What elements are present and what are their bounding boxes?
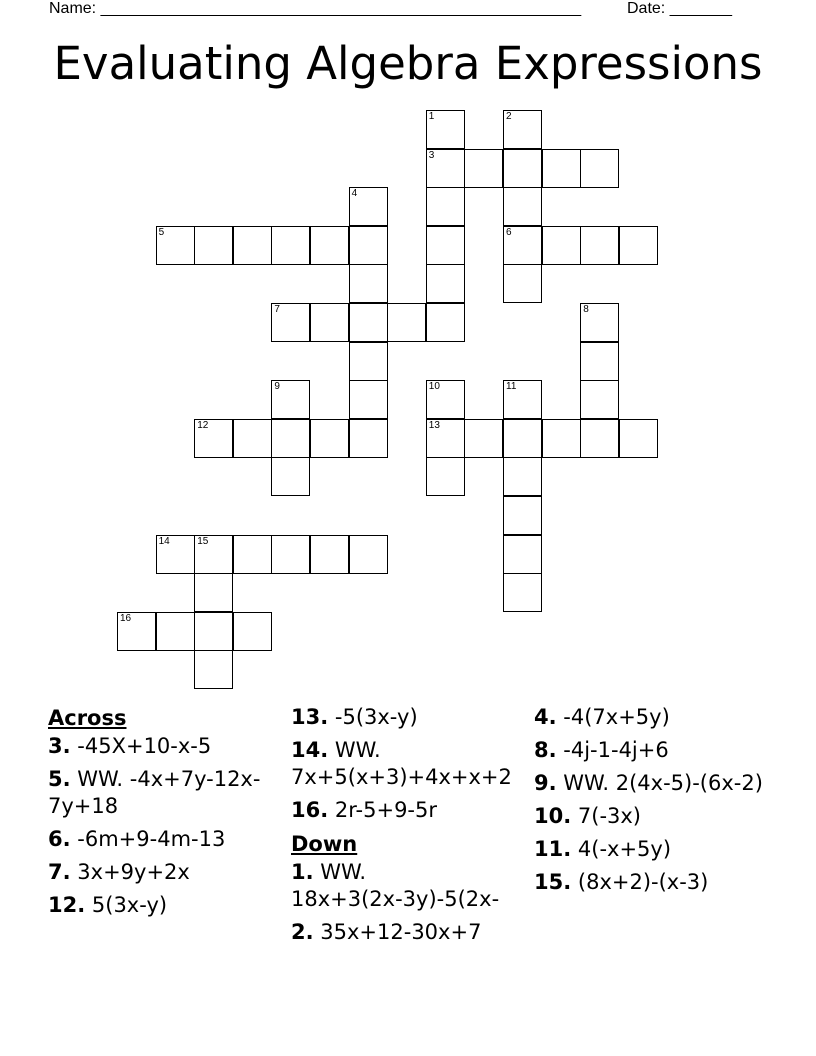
grid-cell[interactable] (310, 535, 349, 574)
grid-number: 12 (197, 419, 209, 431)
grid-cell[interactable] (542, 226, 581, 265)
grid-cell[interactable] (503, 419, 542, 458)
grid-cell[interactable] (310, 303, 349, 342)
clue-across-7: 7. 3x+9y+2x (48, 860, 190, 884)
clue-down-9: 9. WW. 2(4x-5)-(6x-2) (534, 771, 763, 795)
grid-cell[interactable] (580, 342, 619, 381)
clue-down-15: 15. (8x+2)-(x-3) (534, 870, 709, 894)
grid-number: 4 (351, 188, 358, 200)
grid-cell[interactable] (310, 419, 349, 458)
grid-cell[interactable] (233, 612, 272, 651)
grid-cell[interactable] (580, 380, 619, 419)
grid-number: 10 (428, 381, 440, 393)
clue-down-1-text: 18x+3(2x-3y)-5(2x- (291, 887, 500, 911)
grid-cell[interactable] (349, 419, 388, 458)
clue-across-6: 6. -6m+9-4m-13 (48, 827, 226, 851)
grid-cell[interactable] (349, 187, 388, 226)
grid-number: 14 (158, 535, 170, 547)
grid-cell[interactable] (426, 419, 465, 458)
grid-cell[interactable] (194, 650, 233, 689)
grid-number: 1 (428, 111, 435, 122)
grid-cell[interactable] (580, 419, 619, 458)
clue-across-14: 14. WW. 7x+5(x+3)+4x+x+2 (291, 738, 512, 789)
grid-cell[interactable] (349, 535, 388, 574)
grid-number: 8 (583, 304, 589, 315)
grid-cell[interactable] (387, 303, 426, 342)
grid-cell[interactable] (580, 226, 619, 265)
page-title: Evaluating Algebra Expressions (53, 37, 763, 90)
grid-cell[interactable] (271, 226, 310, 265)
grid-number: 15 (197, 535, 209, 547)
grid-cell[interactable] (194, 419, 233, 458)
grid-cell[interactable] (503, 149, 542, 188)
grid-cell[interactable] (426, 264, 465, 303)
grid-cell[interactable] (464, 419, 503, 458)
grid-cell[interactable] (426, 187, 465, 226)
grid-cell[interactable] (426, 110, 465, 149)
grid-cell[interactable] (349, 380, 388, 419)
grid-cell[interactable] (542, 419, 581, 458)
grid-cell[interactable] (503, 496, 542, 535)
grid-cell[interactable] (464, 149, 503, 188)
grid-cell[interactable] (233, 226, 272, 265)
grid-cell[interactable] (156, 612, 195, 651)
grid-number: 11 (506, 381, 517, 393)
clue-down-4: 4. -4(7x+5y) (534, 705, 670, 729)
grid-cell[interactable] (619, 419, 658, 458)
across-heading: Across (48, 706, 127, 730)
grid-cell[interactable] (503, 535, 542, 574)
clue-across-12: 12. 5(3x-y) (48, 893, 168, 917)
grid-cell[interactable] (233, 535, 272, 574)
down-heading: Down (291, 832, 358, 856)
grid-cell[interactable] (580, 303, 619, 342)
grid-cell[interactable] (503, 573, 542, 612)
clue-column-3 (534, 704, 774, 902)
clue-across-5: 5. WW. -4x+7y-12x-7y+18 (48, 767, 261, 818)
clue-column-2 (291, 704, 523, 952)
grid-cell[interactable] (349, 226, 388, 265)
grid-cell[interactable] (194, 535, 233, 574)
grid-cell[interactable] (271, 303, 310, 342)
grid-number: 13 (428, 419, 440, 431)
grid-cell[interactable] (503, 226, 542, 265)
grid-cell[interactable] (271, 419, 310, 458)
grid-cell[interactable] (117, 612, 156, 651)
grid-cell[interactable] (156, 226, 195, 265)
clue-across-13: 13. -5(3x-y) (291, 705, 418, 729)
grid-cell[interactable] (503, 457, 542, 496)
grid-cell[interactable] (426, 226, 465, 265)
grid-cell[interactable] (310, 226, 349, 265)
grid-cell[interactable] (194, 612, 233, 651)
grid-cell[interactable] (349, 342, 388, 381)
grid-cell[interactable] (156, 535, 195, 574)
grid-number: 6 (506, 226, 512, 238)
grid-number: 9 (274, 381, 280, 393)
grid-cell[interactable] (542, 149, 581, 188)
clue-down-11: 11. 4(-x+5y) (534, 837, 672, 861)
grid-cell[interactable] (503, 264, 542, 303)
grid-cell[interactable] (233, 419, 272, 458)
grid-cell[interactable] (503, 380, 542, 419)
header (49, 0, 749, 20)
name-field-label[interactable]: Name: ______________________________________________________ (49, 0, 582, 17)
clue-across-3: 3. -45X+10-x-5 (48, 734, 212, 758)
grid-cell[interactable] (426, 380, 465, 419)
grid-cell[interactable] (426, 149, 465, 188)
clue-column-1 (48, 704, 288, 925)
grid-number: 16 (120, 612, 132, 624)
grid-cell[interactable] (271, 457, 310, 496)
grid-cell[interactable] (271, 535, 310, 574)
clue-across-16: 16. 2r-5+9-5r (291, 798, 438, 822)
grid-cell[interactable] (503, 110, 542, 149)
clue-down-8: 8. -4j-1-4j+6 (534, 738, 669, 762)
grid-cell[interactable] (619, 226, 658, 265)
grid-number: 7 (274, 304, 280, 315)
clue-down-2: 2. 35x+12-30x+7 (291, 920, 482, 944)
grid-cell[interactable] (349, 264, 388, 303)
grid-cell[interactable] (426, 303, 465, 342)
grid-number: 3 (428, 149, 435, 161)
date-field-label[interactable]: Date: _______ (627, 0, 732, 17)
grid-cell[interactable] (194, 226, 233, 265)
grid-cell[interactable] (194, 573, 233, 612)
grid-cell[interactable] (271, 380, 310, 419)
grid-cell[interactable] (503, 187, 542, 226)
clue-down-10: 10. 7(-3x) (534, 804, 642, 828)
grid-cell[interactable] (426, 457, 465, 496)
grid-cell[interactable] (349, 303, 388, 342)
clue-down-1: 1. WW. 18x+3(2x-3y)-5(2x- (291, 860, 500, 911)
grid-number: 2 (506, 111, 512, 122)
grid-cell[interactable] (580, 149, 619, 188)
grid-number: 5 (158, 226, 165, 238)
